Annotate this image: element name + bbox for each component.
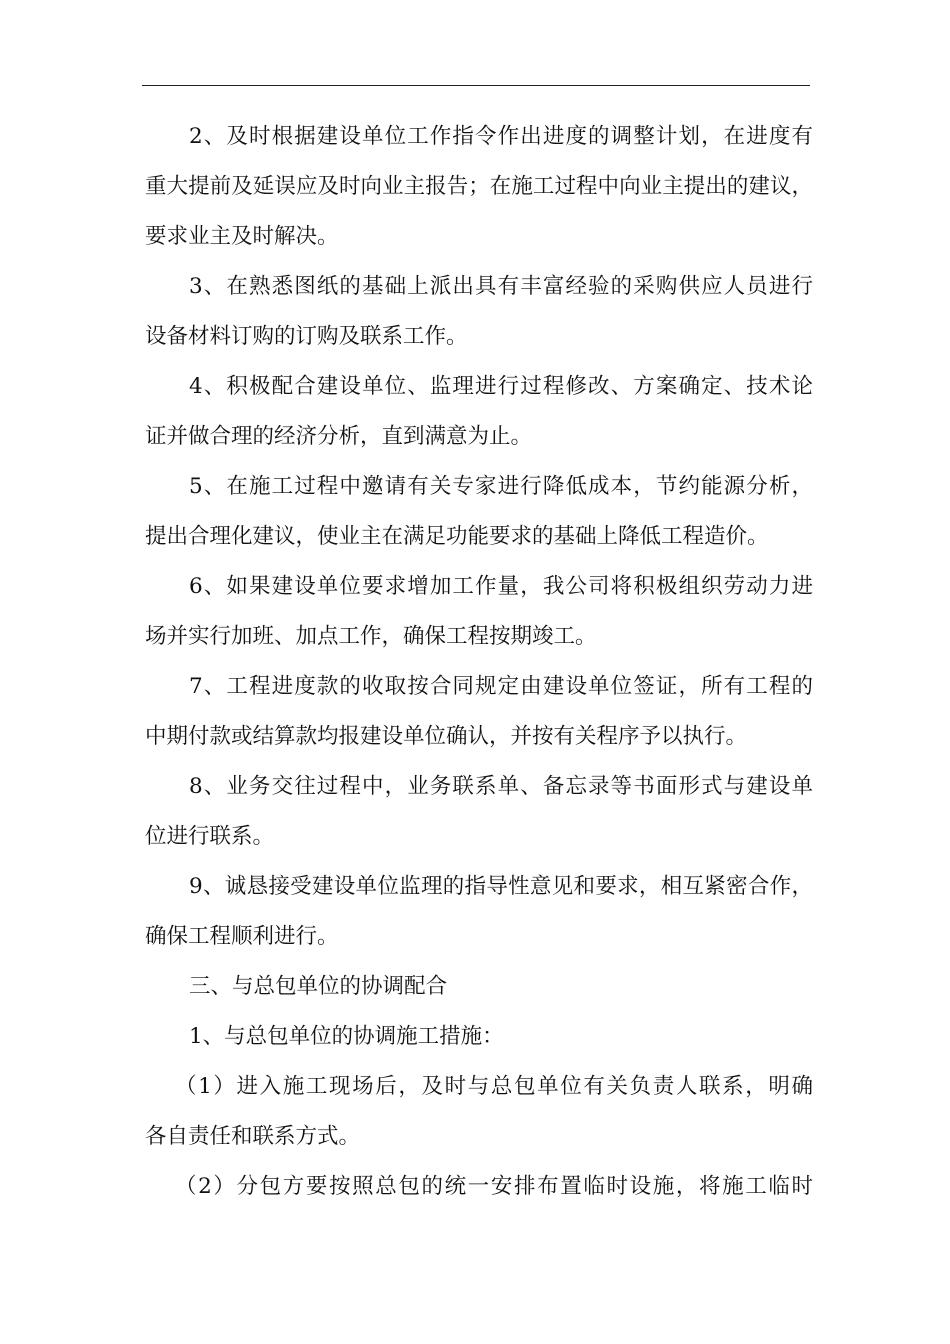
document-body — [145, 112, 813, 1212]
text-line: 要求业主及时解决。 — [145, 224, 339, 249]
text-line: 提出合理化建议，使业主在满足功能要求的基础上降低工程造价。 — [145, 524, 769, 549]
text-line: （2）分包方要按照总包的统一安排布置临时设施，将施工临时 — [175, 1174, 813, 1199]
text-line: 证并做合理的经济分析，直到满意为止。 — [145, 424, 533, 449]
text-line: 1、与总包单位的协调施工措施： — [189, 1024, 504, 1049]
header-rule — [142, 85, 810, 86]
text-line: 6、如果建设单位要求增加工作量，我公司将积极组织劳动力进 — [189, 574, 813, 599]
text-line: 3、在熟悉图纸的基础上派出具有丰富经验的采购供应人员进行 — [189, 274, 813, 299]
text-line: 重大提前及延误应及时向业主报告；在施工过程中向业主提出的建议， — [145, 174, 813, 199]
text-line: 确保工程顺利进行。 — [145, 924, 339, 949]
text-line: 设备材料订购的订购及联系工作。 — [145, 324, 468, 349]
text-line: 各自责任和联系方式。 — [145, 1124, 361, 1149]
text-line: 4、积极配合建设单位、监理进行过程修改、方案确定、技术论 — [189, 374, 813, 399]
text-line: 2、及时根据建设单位工作指令作出进度的调整计划，在进度有 — [189, 124, 813, 149]
text-line: 场并实行加班、加点工作，确保工程按期竣工。 — [145, 624, 597, 649]
text-line: 5、在施工过程中邀请有关专家进行降低成本，节约能源分析， — [189, 474, 813, 499]
text-line: 9、诚恳接受建设单位监理的指导性意见和要求，相互紧密合作， — [189, 874, 813, 899]
text-line: 中期付款或结算款均报建设单位确认，并按有关程序予以执行。 — [145, 724, 748, 749]
text-line: 8、业务交往过程中，业务联系单、备忘录等书面形式与建设单 — [189, 774, 813, 799]
text-line: （1）进入施工现场后，及时与总包单位有关负责人联系，明确 — [175, 1074, 813, 1099]
text-line: 位进行联系。 — [145, 824, 275, 849]
text-line: 三、与总包单位的协调配合 — [189, 974, 448, 999]
text-line: 7、工程进度款的收取按合同规定由建设单位签证，所有工程的 — [189, 674, 813, 699]
